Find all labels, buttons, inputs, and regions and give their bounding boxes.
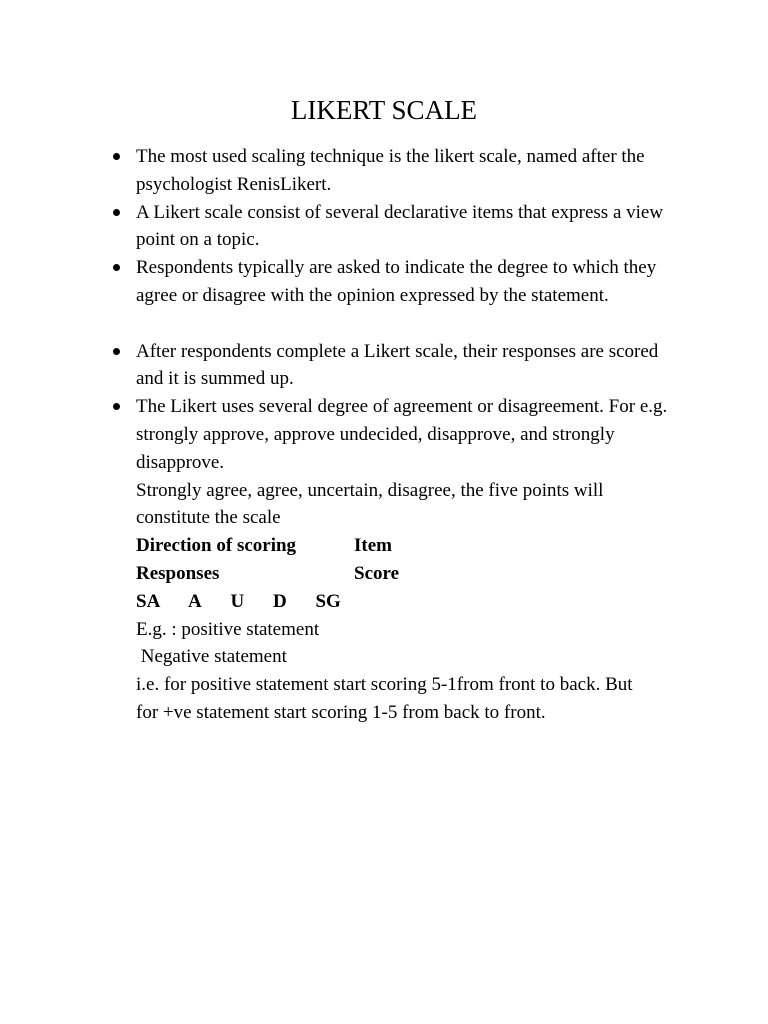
bullet-item <box>0 338 768 394</box>
bullet-text: Respondents typically are asked to indicate the degree to which they agree or disagree with the opinion expressed by the statement. <box>136 257 657 306</box>
continuation-line: constitute the scale <box>136 507 281 529</box>
example-line: i.e. for positive statement start scoring 5-1from front to back. But <box>136 674 633 696</box>
document-body <box>0 143 768 727</box>
response-abbreviations <box>0 588 768 616</box>
continuation-line: Strongly agree, agree, uncertain, disagree, the five points will <box>136 479 604 501</box>
bullet-text: After respondents complete a Likert scale, their responses are scored and it is summed up. <box>136 340 659 390</box>
bullet-dot-icon <box>113 264 120 271</box>
example-line: Negative statement <box>136 646 287 668</box>
bullet-item <box>0 199 768 255</box>
abbrev-sa: SA <box>136 590 161 612</box>
abbrev-a: A <box>188 590 202 612</box>
spacer <box>0 310 768 338</box>
scoring-row-direction <box>0 532 768 560</box>
bullet-text: A Likert scale consist of several declarative items that express a view point on a topic. <box>136 201 664 251</box>
bullet-dot-icon <box>113 348 120 355</box>
bullet-text: The most used scaling technique is the likert scale, named after the psychologist RenisLikert. <box>136 146 645 195</box>
bullet-dot-icon <box>113 209 120 216</box>
scoring-row-responses <box>0 560 768 588</box>
bullet-dot-icon <box>113 403 120 410</box>
abbrev-u: U <box>230 590 245 612</box>
page-title: LIKERT SCALE <box>290 95 478 125</box>
bullet-item <box>0 393 768 476</box>
bullet-text: The Likert uses several degree of agreement or disagreement. For e.g. strongly approve, approve undecided, disapprove, and strongly disapprove. <box>136 396 668 473</box>
bullet-item <box>0 254 768 310</box>
scoring-label-right: Item <box>354 535 392 557</box>
example-line: E.g. : positive statement <box>136 618 320 640</box>
abbrev-d: D <box>272 590 287 612</box>
abbrev-sg: SG <box>315 590 341 612</box>
bullet-item <box>0 143 768 199</box>
bullet-dot-icon <box>113 153 120 160</box>
scoring-label-left: Direction of scoring <box>136 535 297 557</box>
scoring-label-right: Score <box>354 562 400 584</box>
example-line: for +ve statement start scoring 1-5 from back to front. <box>136 701 546 723</box>
scoring-label-left: Responses <box>136 562 220 584</box>
